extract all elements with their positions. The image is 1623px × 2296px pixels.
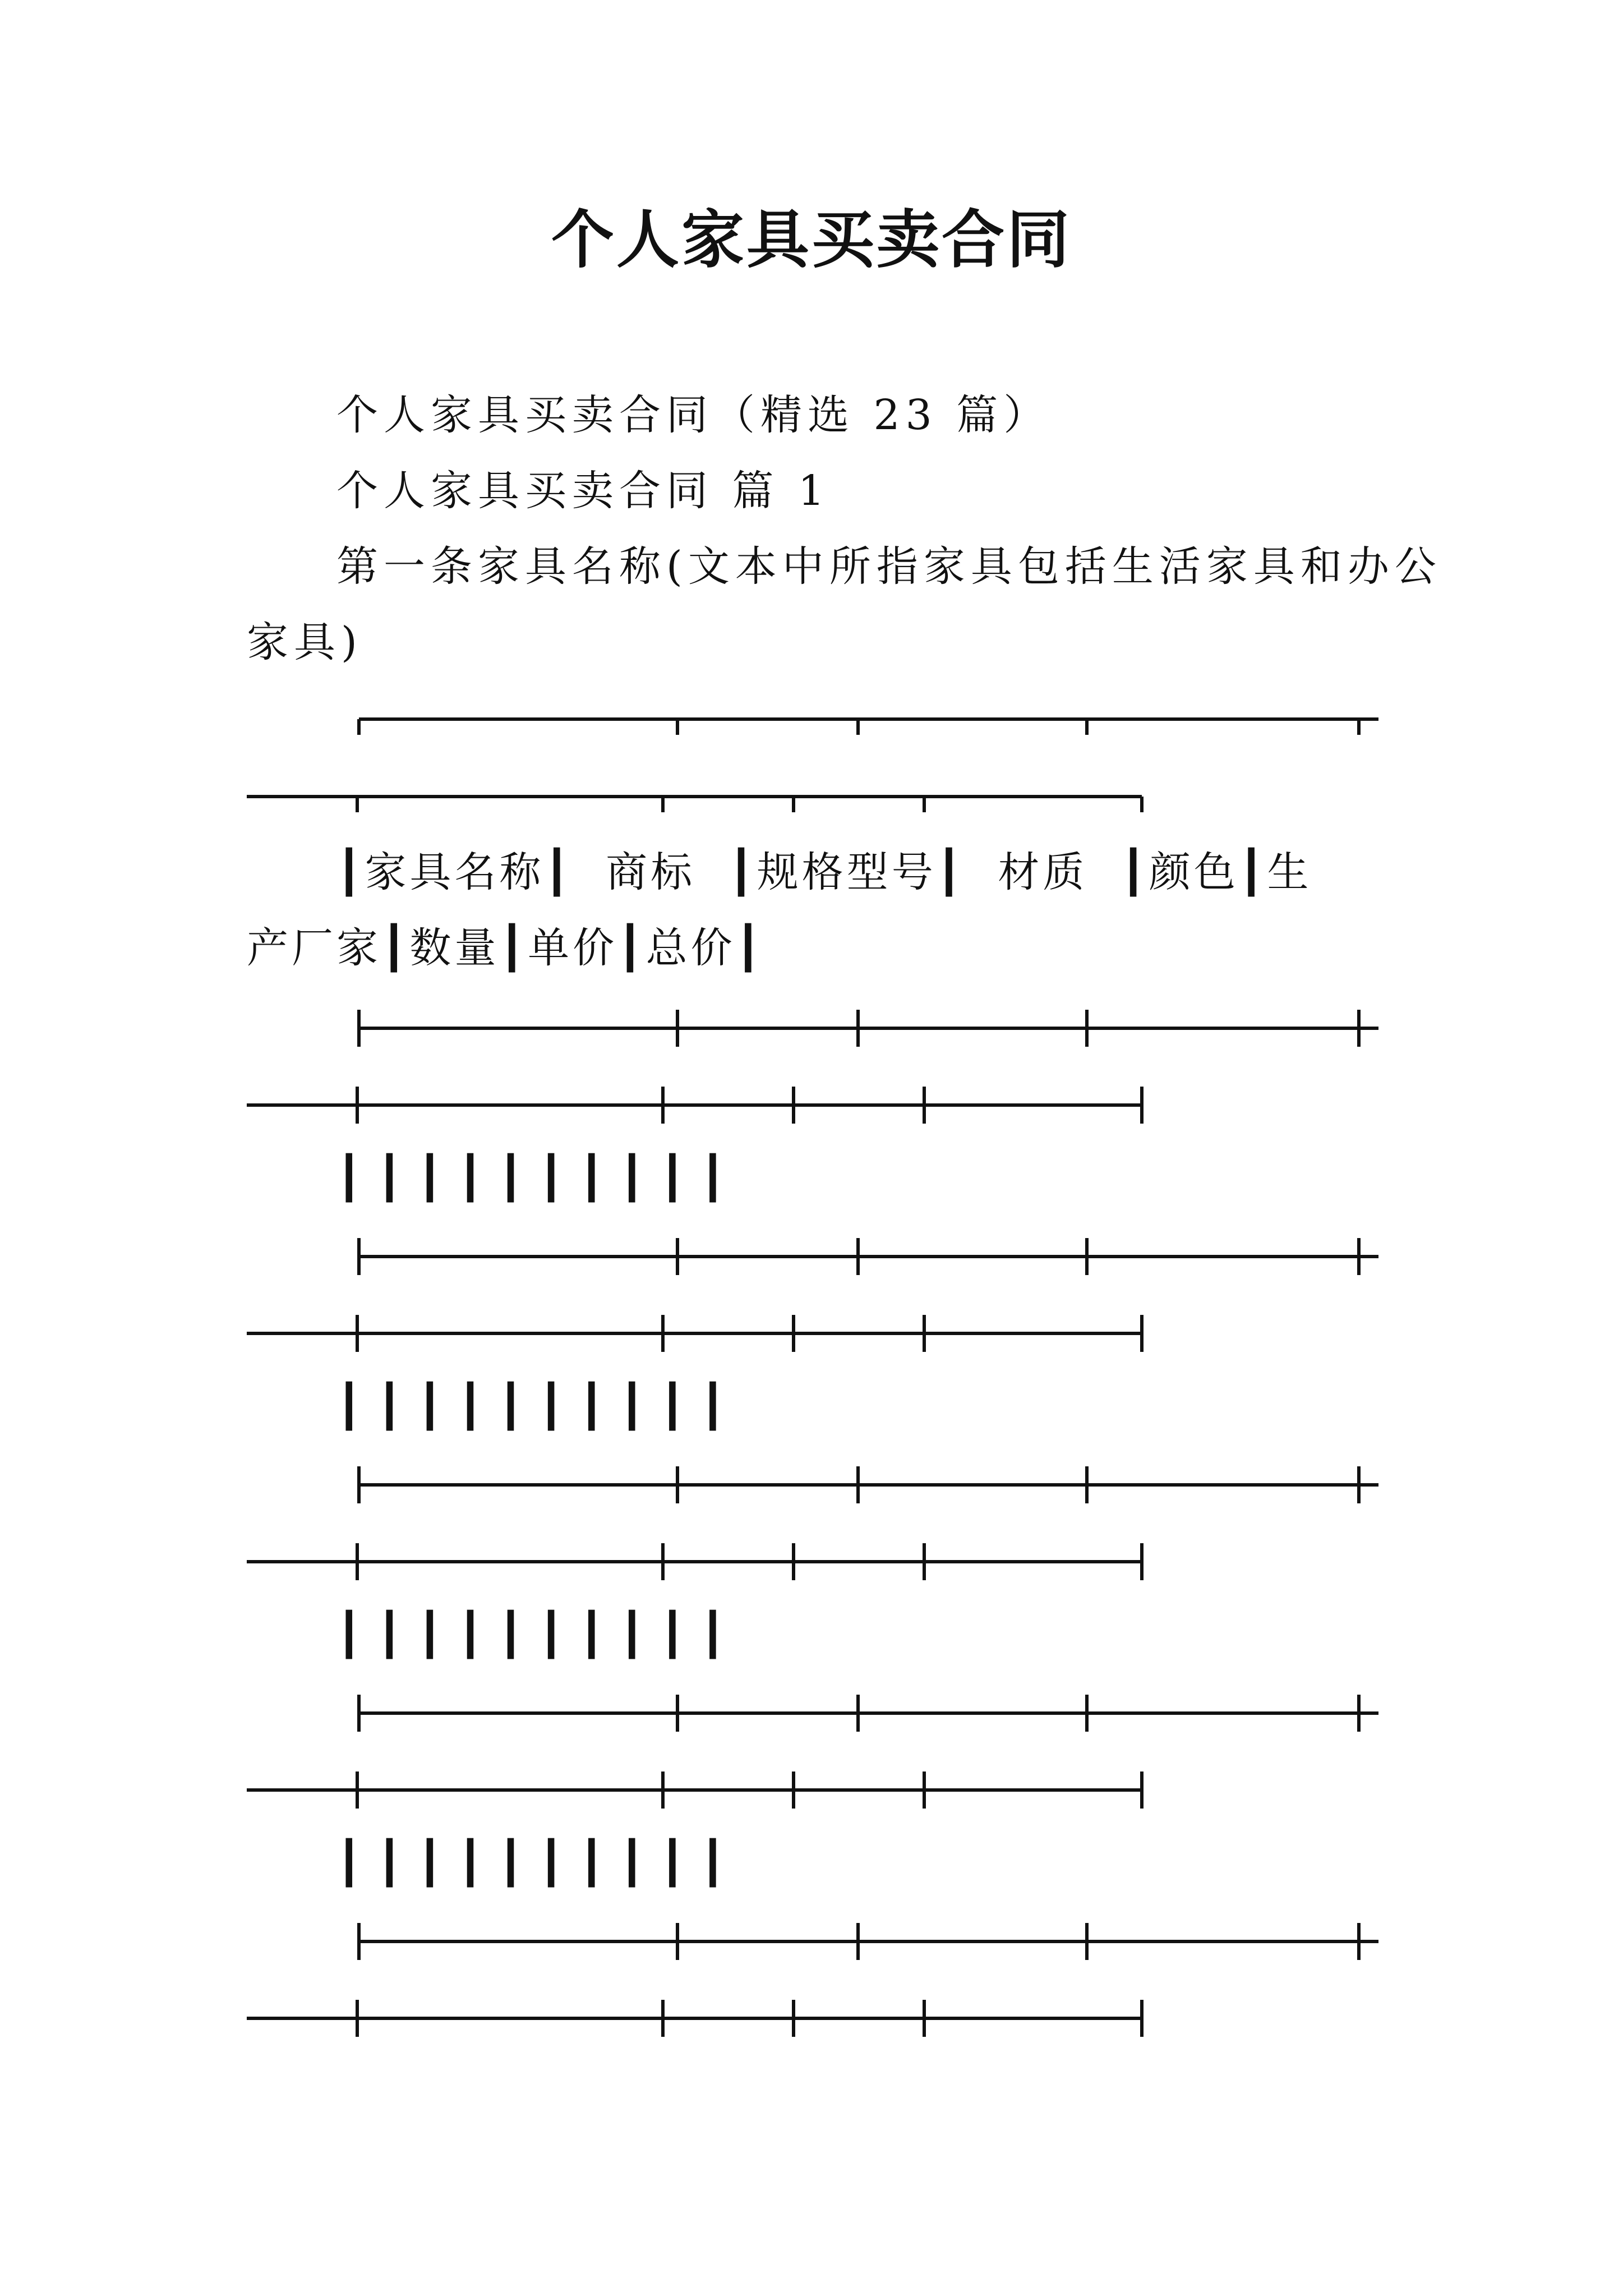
subtitle: 个人家具买卖合同（精选 23 篇） <box>336 391 1051 439</box>
table-row-separator <box>247 1010 1378 1124</box>
article-1-text-continued: 家具) <box>247 618 363 666</box>
table-empty-row: ┃ ┃ ┃ ┃ ┃ ┃ ┃ ┃ ┃ ┃ <box>336 1611 727 1659</box>
table-empty-row: ┃ ┃ ┃ ┃ ┃ ┃ ┃ ┃ ┃ ┃ <box>336 1839 727 1887</box>
article-1-text: 第一条家具名称(文本中所指家具包括生活家具和办公 <box>336 542 1442 591</box>
table-header-continued: 产厂家┃数量┃单价┃总价┃ <box>247 924 764 972</box>
table-top-border <box>247 719 1378 812</box>
table-row-separator <box>247 1923 1378 2037</box>
table-row-separator <box>247 1238 1378 1352</box>
section-heading: 个人家具买卖合同 篇 1 <box>336 467 831 515</box>
table-row-separator <box>247 1466 1378 1580</box>
table-empty-row: ┃ ┃ ┃ ┃ ┃ ┃ ┃ ┃ ┃ ┃ <box>336 1382 727 1430</box>
table-row-separator <box>247 1695 1378 1809</box>
document-title: 个人家具买卖合同 <box>551 203 1072 277</box>
table-empty-row: ┃ ┃ ┃ ┃ ┃ ┃ ┃ ┃ ┃ ┃ <box>336 1154 727 1202</box>
table-header: ┃家具名称┃ 商标 ┃规格型号┃ 材质 ┃颜色┃生 <box>336 848 1312 896</box>
